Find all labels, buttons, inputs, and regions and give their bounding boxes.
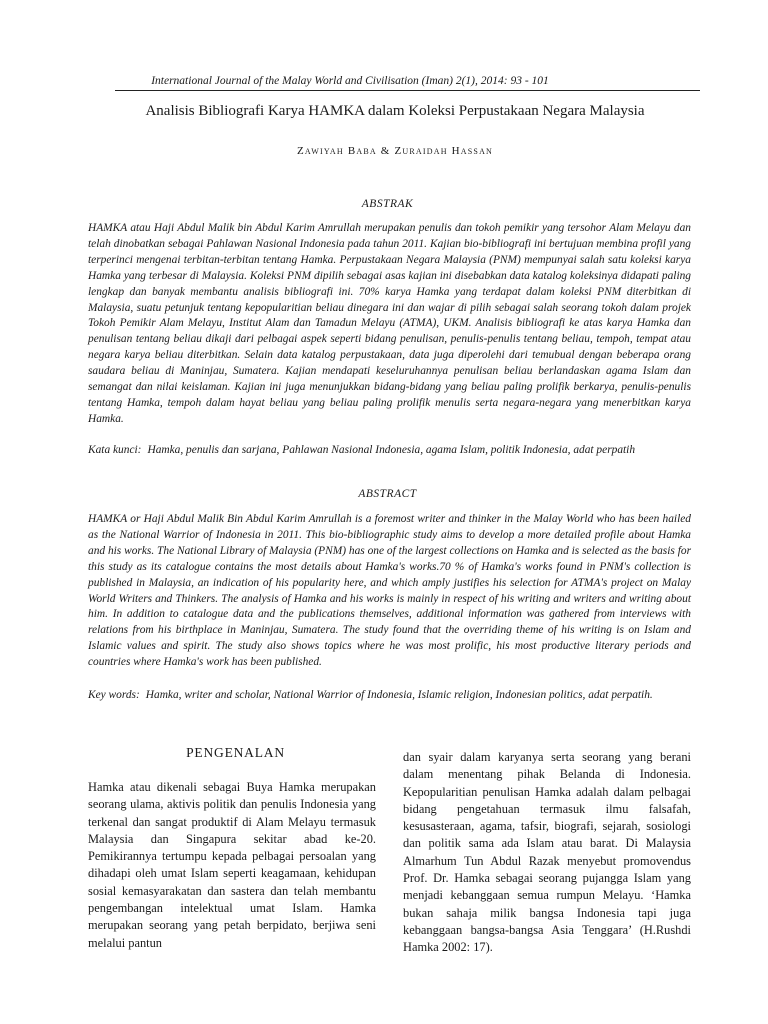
journal-ilmu: Iman bbox=[425, 75, 450, 87]
abstrak-heading: ABSTRAK bbox=[361, 198, 414, 210]
journal-issue: ) 2(1), 2014: 93 - 101 bbox=[449, 75, 549, 87]
abstract-body: HAMKA or Haji Abdul Malik Bin Abdul Karim Amrullah is a foremost writer and thinker in the Malay World who has been hailed as the National Warrior of Indonesia in 2011. This bio-bibliographic study aims to develop a more detailed profile about Hamka and his works. The National Library of Malaysia (PNM) has one of the largest collections on Hamka and is selected as the basis for this study as its catalogue contains the most details about Hamka's works.70 % of Hamka's works found in PNM's collection is published in Malaysia, an indication of his popularity here, and which amply justifies his selection for ATMA's project on Malay World Writers and Thinkers. The analysis of Hamka and his works is mainly in respect of his writing and writers and writing about him. In addition to catalogue data and the publications themselves, additional information was gathered from interviews with relations from his birthplace in Maninjau, Sumatera. The study found that the overriding theme of his writing is on Islam and Islamic values and spirit. The study also shows topics where he was most prolific, his most productive literary periods and countries where Hamka's work has been published. bbox=[88, 513, 691, 669]
journal-name: International Journal of the Malay World and Civilisation ( bbox=[151, 75, 426, 87]
abstract-heading: ABSTRACT bbox=[358, 488, 417, 500]
header-rule bbox=[115, 90, 700, 91]
abstract-keywords-label: Key words: bbox=[88, 689, 140, 701]
abstrak-body: HAMKA atau Haji Abdul Malik bin Abdul Karim Amrullah merupakan penulis dan tokoh pemikir yang tersohor Alam Melayu dan telah dinobatkan sebagai Pahlawan Nasional Indonesia pada tahun 2011. Kajian bio-bibliografi ini bertujuan membina profil yang terperinci mengenai terbitan-terbitan tentang Hamka. Perpustakaan Negara Malaysia (PNM) mempunyai salah satu koleksi karya Hamka yang terbesar di Malaysia. Koleksi PNM dipilih sebagai asas kajian ini disebabkan data katalog koleksinya didapati paling lengkap dan banyak membantu analisis bibliografi ini. 70% karya Hamka yang terdapat dalam koleksi PNM diterbitkan di Malaysia, suatu petunjuk tentang kepopularitian beliau dinegara ini dan wajar di pilih sebagai salah seorang tokoh dalam projek Tokoh Pemikir Alam Melayu, Institut Alam dan Tamadun Melayu (ATMA), UKM. Analisis bibliografi ke atas karya Hamka dan penulisan tentang beliau dikaji dari pelbagai aspek seperti bidang penulisan, penulis-penulis tentang beliau, tempoh, tempat atau negara karya beliau diterbitkan. Selain data katalog perpustakaan, data juga diperolehi dari temubual dengan beberapa orang saudara beliau di Maninjau, Sumatera. Kajian mendapati keseluruhannya penulisan beliau berlandaskan agama Islam dan semangat dan nilai keislaman. Kajian ini juga menunjukkan bidang-bidang yang beliau paling prolifik berkarya, penulis-penulis tentang Hamka, tempoh dalam hayat beliau yang beliau paling prolifik menulis serta negara-negara yang menerbitkan karya Hamka. bbox=[88, 222, 691, 425]
paper-authors: Zawiyah Baba & Zuraidah Hassan bbox=[296, 145, 494, 157]
abstrak-keywords bbox=[88, 443, 691, 459]
section-heading-pengenalan: PENGENALAN bbox=[186, 745, 285, 760]
abstract-keywords bbox=[88, 688, 691, 704]
abstract-keywords-text: Hamka, writer and scholar, National Warrior of Indonesia, Islamic religion, Indonesian politics, adat perpatih. bbox=[145, 689, 653, 701]
journal-citation bbox=[120, 75, 580, 87]
intro-left-column: Hamka atau dikenali sebagai Buya Hamka merupakan seorang ulama, aktivis politik dan penulis Indonesia yang terkenal dan sangat produktif di Alam Melayu termasuk Malaysia dan Singapura sekitar abad ke-20. Pemikirannya tertumpu kepada pelbagai persoalan yang dihadapi oleh umat Islam seperti keagamaan, kehidupan sosial kemasyarakatan dan sastera dan telah membantu pengembangan intelektual umat Islam. Hamka merupakan seorang yang petah berpidato, berjiwa seni melalui pantun bbox=[88, 780, 376, 950]
abstrak-keywords-text: Hamka, penulis dan sarjana, Pahlawan Nasional Indonesia, agama Islam, politik Indonesia, adat perpatih bbox=[147, 444, 636, 456]
paper-title: Analisis Bibliografi Karya HAMKA dalam Koleksi Perpustakaan Negara Malaysia bbox=[145, 103, 645, 119]
abstrak-keywords-label: Kata kunci: bbox=[88, 444, 142, 456]
intro-right-column: dan syair dalam karyanya serta seorang yang berani dalam menentang pihak Belanda di Indonesia. Kepopularitian penulisan Hamka adalah dalam pelbagai bidang pengetahuan termasuk ilmu falsafah, kesusasteraan, agama, tafsir, biografi, sejarah, sosiologi dan politik sama ada Islam atau barat. Di Malaysia Almarhum Tun Abdul Razak menyebut promovendus Prof. Dr. Hamka sebagai seorang pujangga Islam yang menjadi kebanggaan semua rumpun Melayu. ‘Hamka bukan sahaja milik bangsa Indonesia tapi juga kebanggaan bangsa-bangsa Asia Tenggara’ (H.Rushdi Hamka 2002: 17). bbox=[403, 750, 691, 955]
